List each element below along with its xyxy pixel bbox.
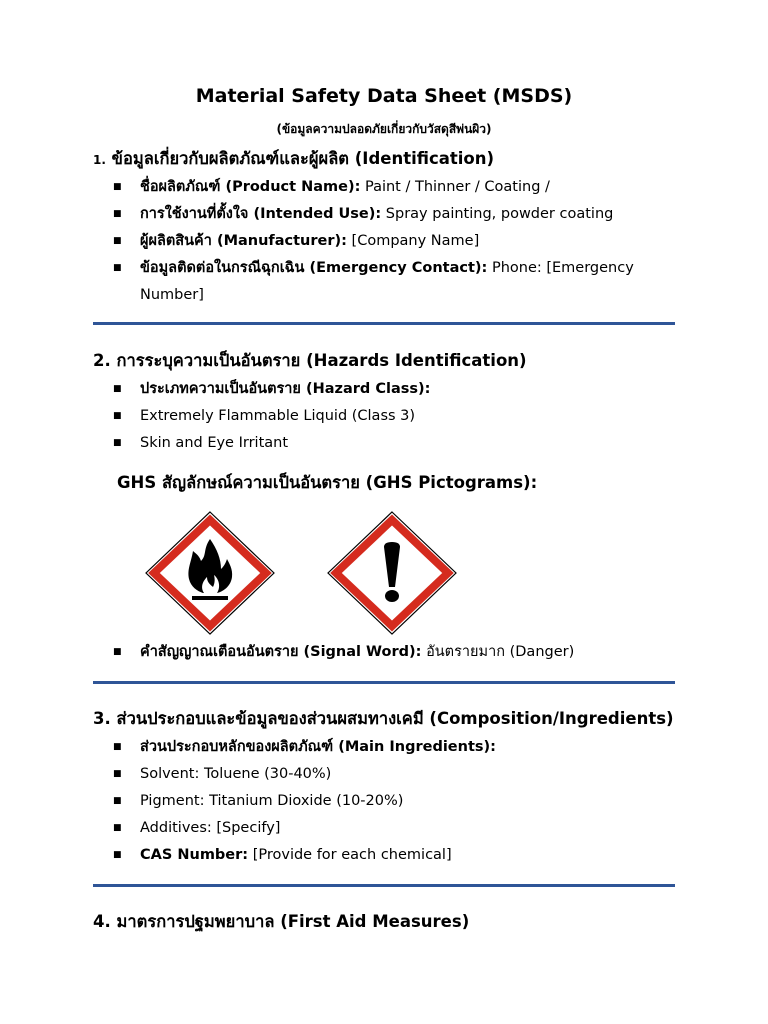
bullet-icon: ■ <box>113 850 122 860</box>
list-item <box>113 842 673 869</box>
section-3-heading: 3. ส่วนประกอบและข้อมูลของส่วนผสมทางเคมี (Composition/Ingredients) <box>93 709 674 728</box>
bullet-icon: ■ <box>113 769 122 779</box>
flame-pictogram-icon <box>145 511 275 635</box>
bullet-icon: ■ <box>113 823 122 833</box>
list-item <box>113 761 673 788</box>
list-item <box>113 430 673 457</box>
list-item <box>113 228 673 255</box>
ingredient-item: Solvent: Toluene (30-40%) <box>140 766 332 782</box>
intended-use-label: การใช้งานที่ตั้งใจ (Intended Use): <box>140 206 382 222</box>
hazard-item: Extremely Flammable Liquid (Class 3) <box>140 408 416 424</box>
intended-use-value: Spray painting, powder coating <box>385 206 614 222</box>
section-1-title: ข้อมูลเกี่ยวกับผลิตภัณฑ์และผู้ผลิต (Identification) <box>111 149 495 168</box>
cas-number-label: CAS Number: <box>140 847 249 863</box>
section-2-heading: 2. การระบุความเป็นอันตราย (Hazards Identification) <box>93 351 527 370</box>
bullet-icon: ■ <box>113 438 122 448</box>
bullet-icon: ■ <box>113 384 122 394</box>
section-divider <box>93 322 675 325</box>
section-divider <box>93 681 675 684</box>
document-subtitle: (ข้อมูลความปลอดภัยเกี่ยวกับวัสดุสีพ่นผิว) <box>276 122 492 136</box>
ingredient-item: Additives: [Specify] <box>140 820 281 836</box>
bullet-icon: ■ <box>113 182 122 192</box>
bullet-icon: ■ <box>113 796 122 806</box>
list-item <box>113 174 673 201</box>
signal-word-label: คำสัญญาณเตือนอันตราย (Signal Word): <box>140 644 422 660</box>
cas-number-value: [Provide for each chemical] <box>252 847 452 863</box>
hazard-class-label: ประเภทความเป็นอันตราย (Hazard Class): <box>140 381 431 397</box>
product-name-value: Paint / Thinner / Coating / <box>360 179 550 195</box>
list-item <box>113 376 673 403</box>
bullet-icon: ■ <box>113 209 122 219</box>
hazard-item: Skin and Eye Irritant <box>140 435 289 451</box>
list-item <box>113 255 661 309</box>
emergency-contact-label: ข้อมูลติดต่อในกรณีฉุกเฉิน (Emergency Contact): <box>140 260 488 276</box>
bullet-icon: ■ <box>113 263 122 273</box>
bullet-icon: ■ <box>113 236 122 246</box>
list-item <box>113 815 673 842</box>
main-ingredients-label: ส่วนประกอบหลักของผลิตภัณฑ์ (Main Ingredients): <box>140 739 496 755</box>
signal-word-value: อันตรายมาก (Danger) <box>426 644 575 660</box>
list-item <box>113 639 673 666</box>
bullet-icon: ■ <box>113 647 122 657</box>
bullet-icon: ■ <box>113 742 122 752</box>
document-title: Material Safety Data Sheet (MSDS) <box>195 85 573 107</box>
ingredient-item: Pigment: Titanium Dioxide (10-20%) <box>140 793 404 809</box>
section-1-number: 1. <box>93 153 106 167</box>
manufacturer-label: ผู้ผลิตสินค้า (Manufacturer): <box>140 233 347 249</box>
list-item <box>113 201 673 228</box>
section-1-heading <box>93 146 494 172</box>
emergency-contact-value: Phone: [Emergency Number] <box>140 260 634 303</box>
list-item <box>113 788 673 815</box>
section-4-heading: 4. มาตรการปฐมพยาบาล (First Aid Measures) <box>93 912 470 931</box>
list-item <box>113 403 673 430</box>
ghs-pictograms-heading: GHS สัญลักษณ์ความเป็นอันตราย (GHS Pictograms): <box>117 473 538 492</box>
exclamation-mark-pictogram-icon <box>327 511 457 635</box>
list-item <box>113 734 673 761</box>
product-name-label: ชื่อผลิตภัณฑ์ (Product Name): <box>140 179 361 195</box>
manufacturer-value: [Company Name] <box>351 233 480 249</box>
section-divider <box>93 884 675 887</box>
bullet-icon: ■ <box>113 411 122 421</box>
